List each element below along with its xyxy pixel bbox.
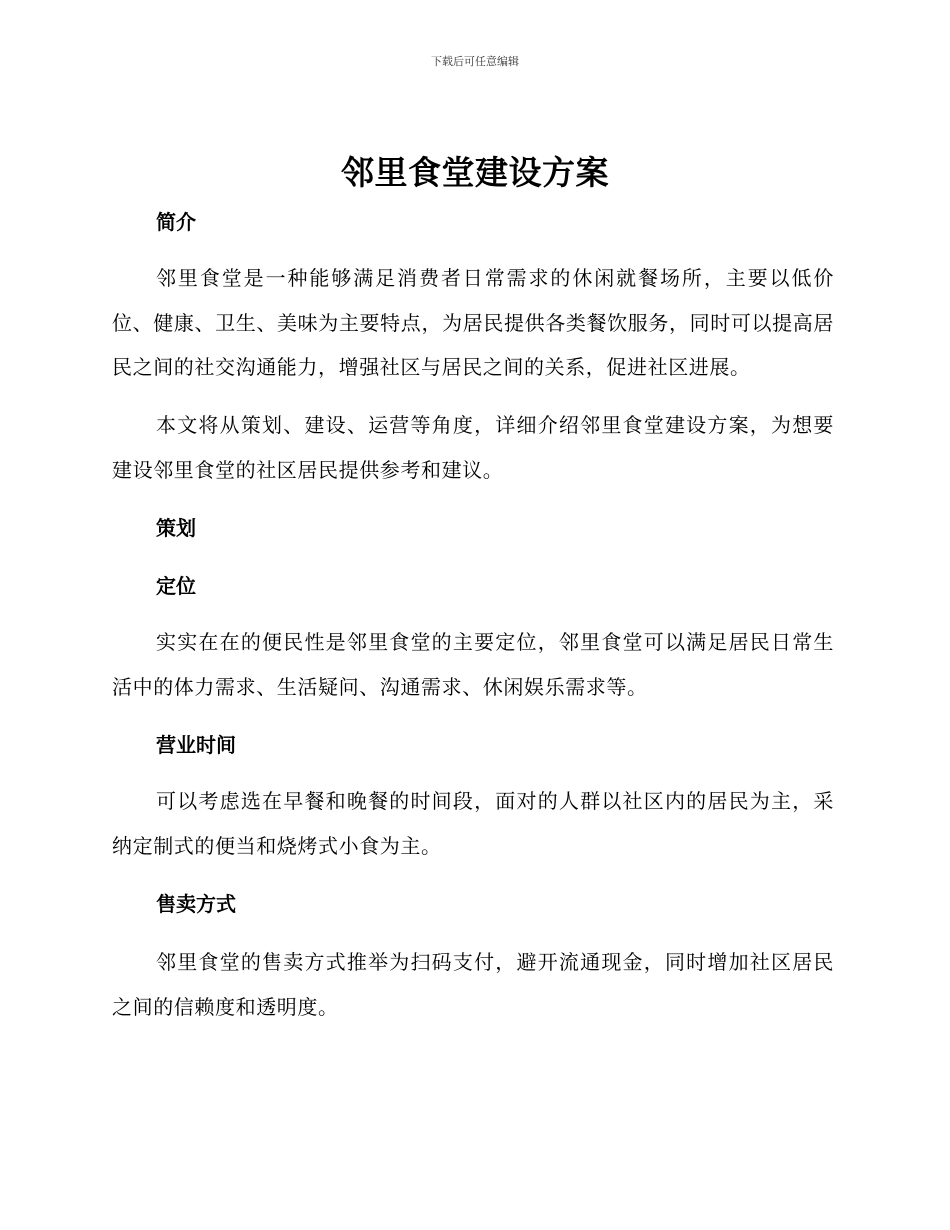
sales-method-paragraph: 邻里食堂的售卖方式推举为扫码支付，避开流通现金，同时增加社区居民之间的信赖度和透明度。: [112, 950, 834, 1019]
page-header-note: 下载后可任意编辑: [431, 55, 519, 68]
business-hours-paragraph: 可以考虑选在早餐和晚餐的时间段，面对的人群以社区内的居民为主，采纳定制式的便当和烧烤式小食为主。: [112, 789, 834, 858]
section-heading-intro: 简介: [156, 210, 196, 234]
section-heading-positioning: 定位: [156, 574, 196, 598]
section-heading-planning: 策划: [156, 516, 196, 540]
section-heading-business-hours: 营业时间: [156, 733, 236, 757]
document-title: 邻里食堂建设方案: [341, 153, 609, 192]
positioning-paragraph: 实实在在的便民性是邻里食堂的主要定位，邻里食堂可以满足居民日常生活中的体力需求、生活疑问、沟通需求、休闲娱乐需求等。: [112, 630, 834, 699]
section-heading-sales-method: 售卖方式: [156, 892, 236, 916]
intro-paragraph-2: 本文将从策划、建设、运营等角度，详细介绍邻里食堂建设方案，为想要建设邻里食堂的社区居民提供参考和建议。: [112, 413, 834, 482]
intro-paragraph-1: 邻里食堂是一种能够满足消费者日常需求的休闲就餐场所，主要以低价位、健康、卫生、美味为主要特点，为居民提供各类餐饮服务，同时可以提高居民之间的社交沟通能力，增强社区与居民之间的关系，促进社区进展。: [112, 266, 834, 379]
